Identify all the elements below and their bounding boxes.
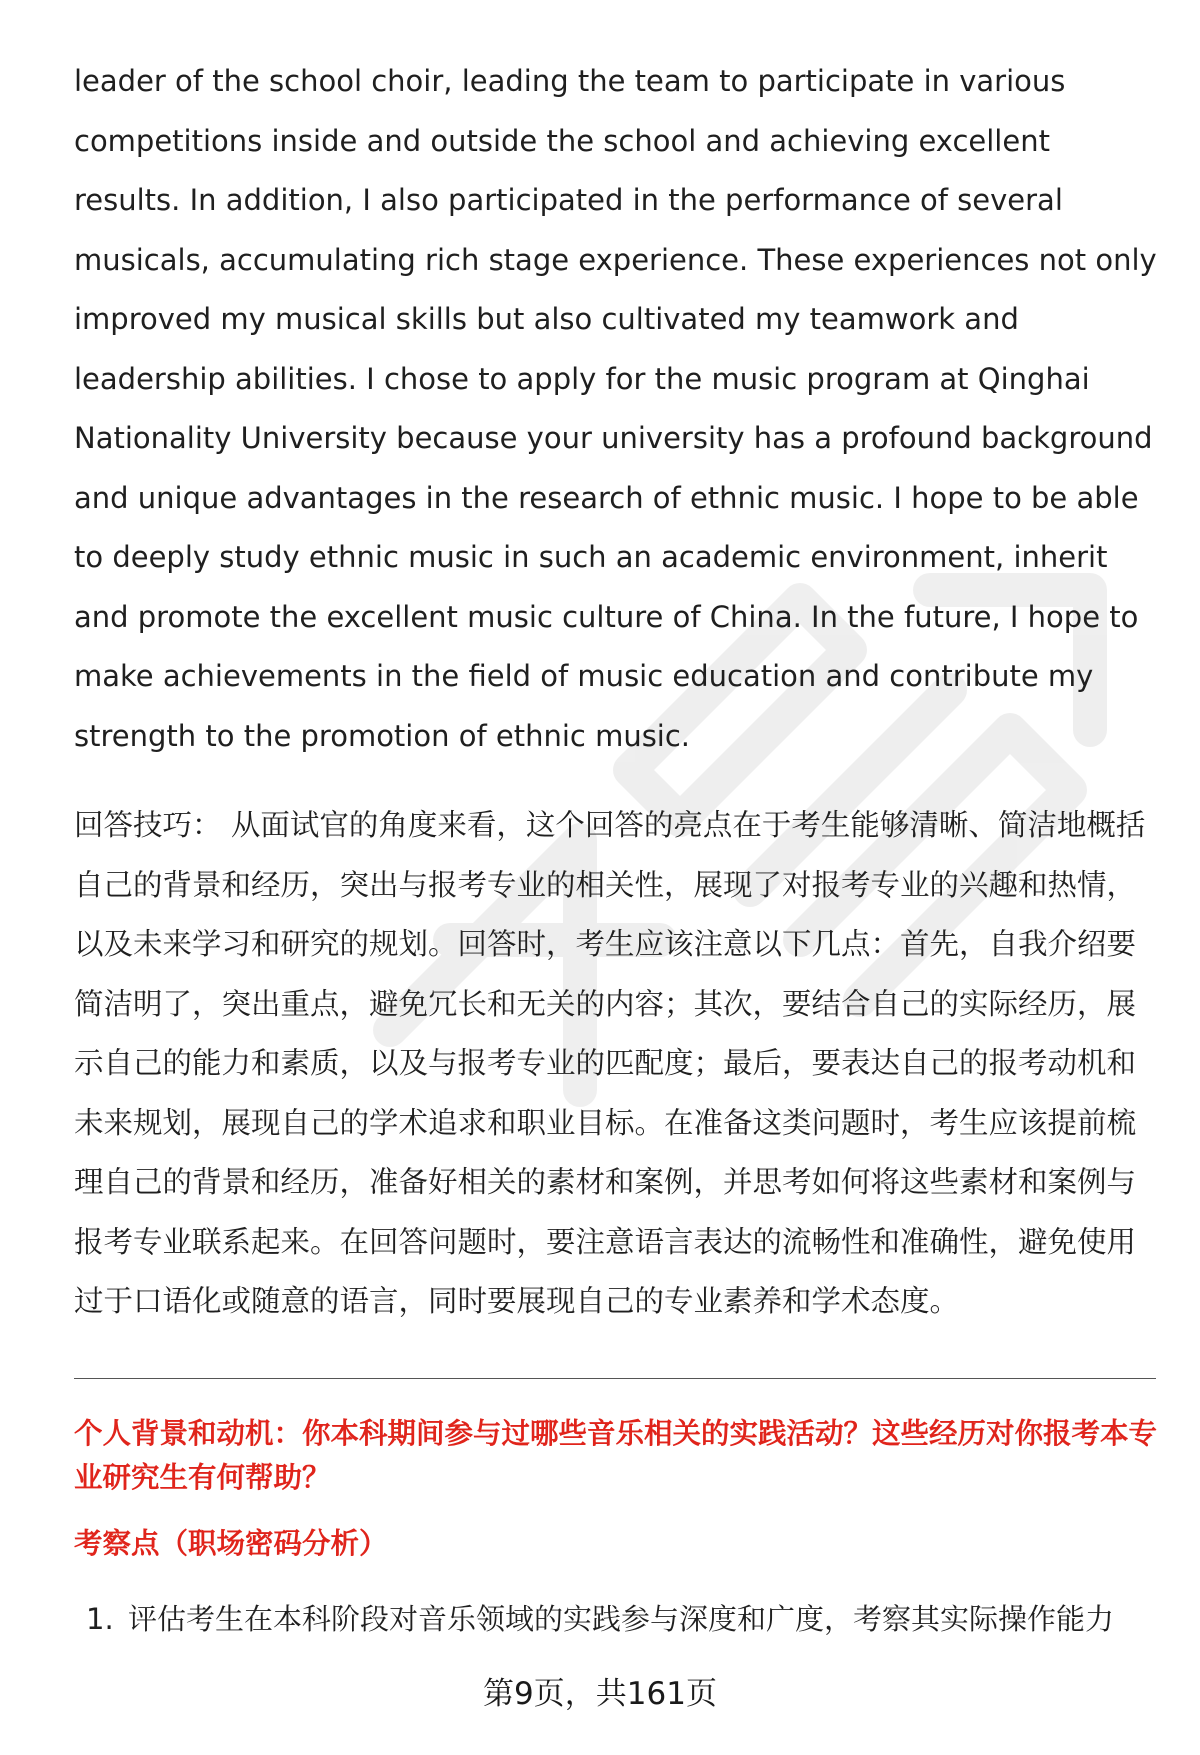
list-item	[86, 1597, 1176, 1641]
section-title: 考察点（职场密码分析）	[74, 1527, 388, 1560]
list-item-text: 评估考生在本科阶段对音乐领域的实践参与深度和广度，考察其实际操作能力	[128, 1602, 1115, 1636]
answer-tips-paragraph	[74, 796, 1164, 1332]
list-item-number: 1.	[86, 1602, 114, 1636]
tips-label: 回答技巧：	[74, 808, 222, 842]
page-number-footer: 第9页，共161页	[483, 1676, 717, 1712]
question-heading: 个人背景和动机：你本科期间参与过哪些音乐相关的实践活动？这些经历对你报考本专业研究生有何帮助？	[74, 1417, 1158, 1494]
section-divider	[74, 1378, 1156, 1379]
english-answer-paragraph: leader of the school choir, leading the team to participate in various competitions inside and outside the school and achieving excellent results. In addition, I also participated in the performance of several musicals, accumulating rich stage experience. These experiences not only improved my musical skills but also cultivated my teamwork and leadership abilities. I chose to apply for the music program at Qinghai Nationality University because your university has a profound background and unique advantages in the research of ethnic music. I hope to be able to deeply study ethnic music in such an academic environment, inherit and promote the excellent music culture of China. In the future, I hope to make achievements in the field of music education and contribute my strength to the promotion of ethnic music.	[74, 64, 1157, 753]
tips-text: 从面试官的角度来看，这个回答的亮点在于考生能够清晰、简洁地概括自己的背景和经历，突出与报考专业的相关性，展现了对报考专业的兴趣和热情，以及未来学习和研究的规划。回答时，考生应该注意以下几点：首先，自我介绍要简洁明了，突出重点，避免冗长和无关的内容；其次，要结合自己的实际经历，展示自己的能力和素质，以及与报考专业的匹配度；最后，要表达自己的报考动机和未来规划，展现自己的学术追求和职业目标。在准备这类问题时，考生应该提前梳理自己的背景和经历，准备好相关的素材和案例，并思考如何将这些素材和案例与报考专业联系起来。在回答问题时，要注意语言表达的流畅性和准确性，避免使用过于口语化或随意的语言，同时要展现自己的专业素养和学术态度。	[74, 808, 1146, 1318]
